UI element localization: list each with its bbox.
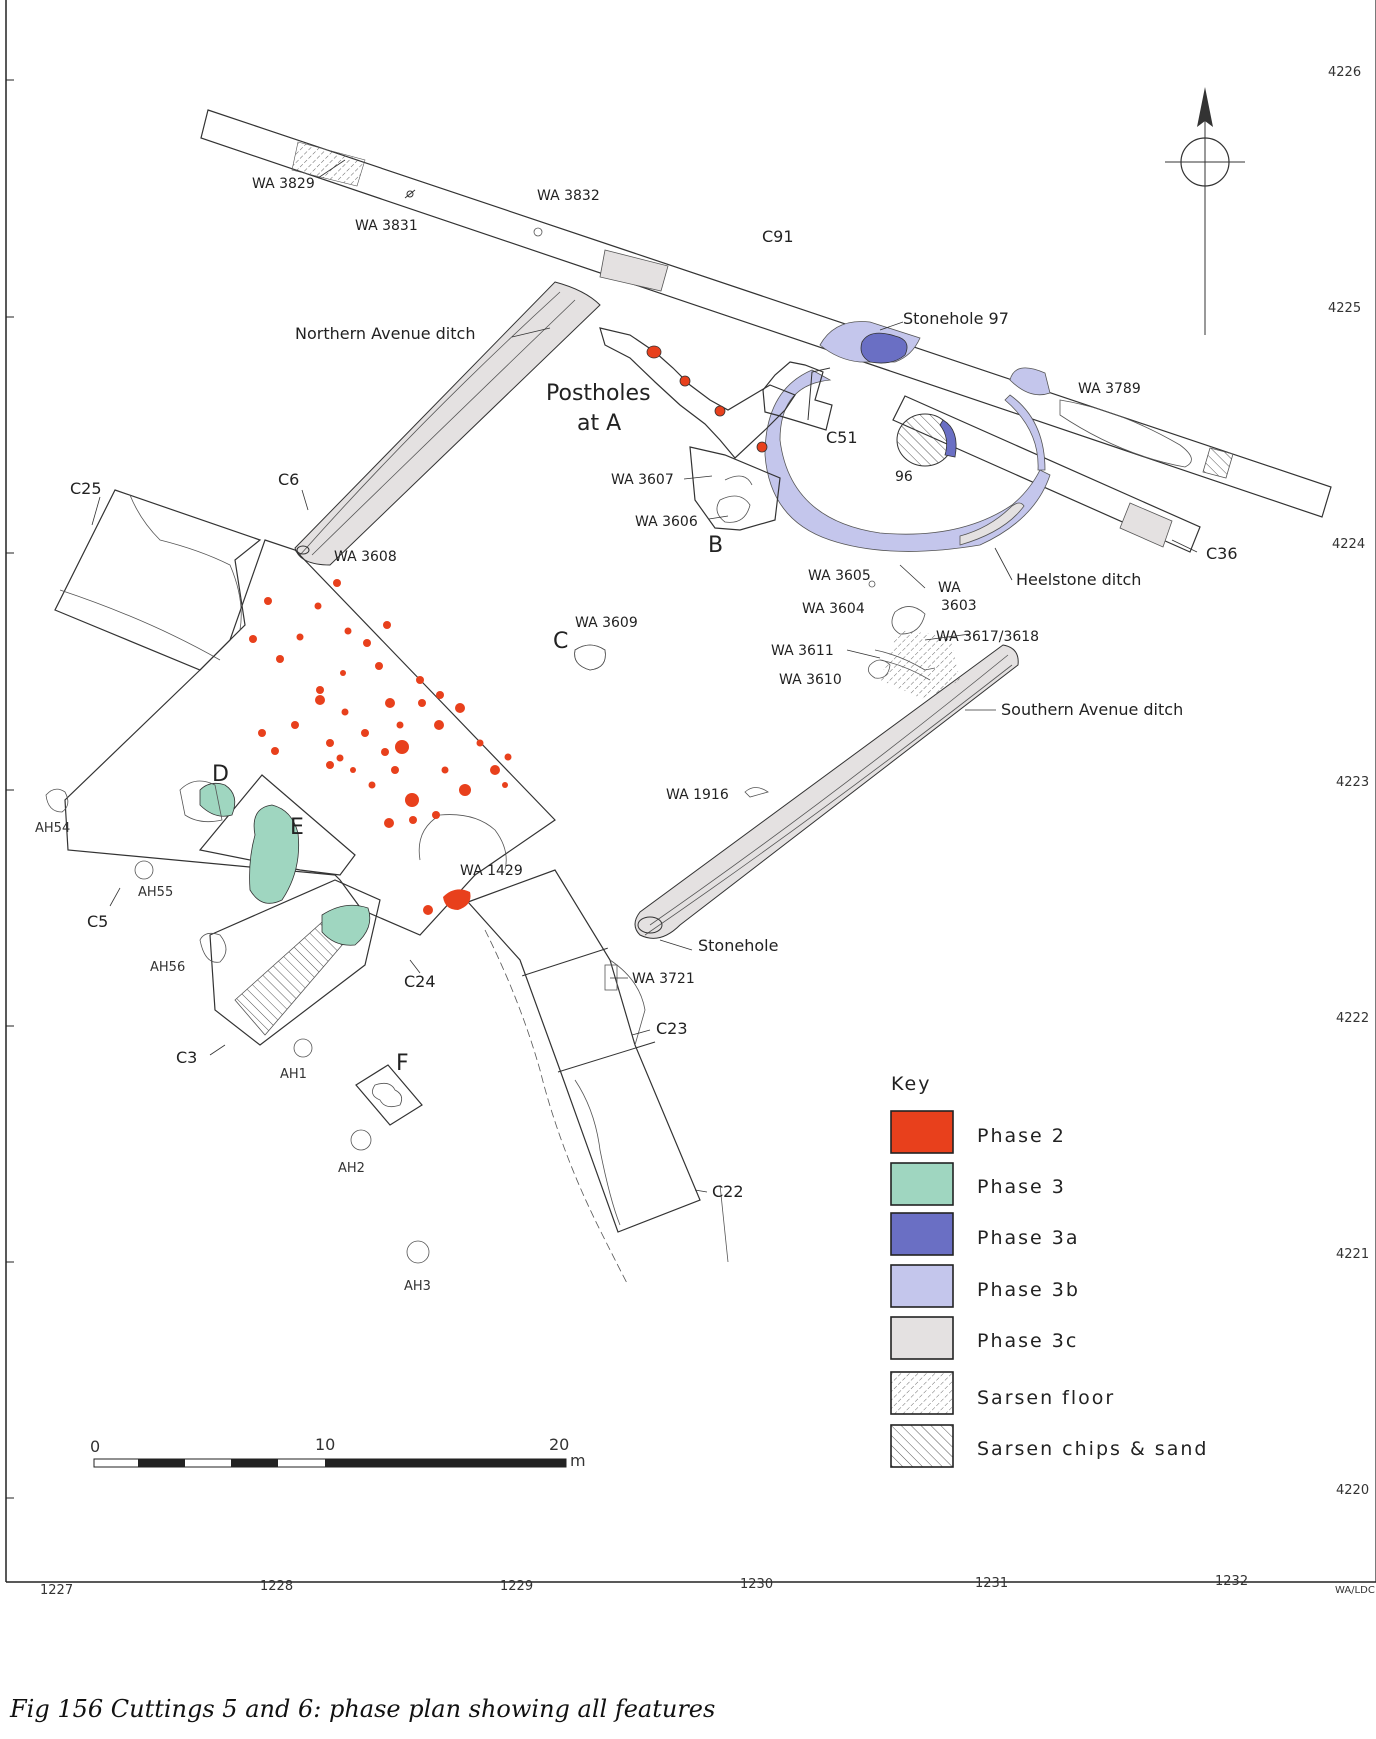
- legend-title: Key: [891, 1073, 932, 1095]
- y-tick-label: 4222: [1336, 1011, 1370, 1026]
- legend-swatch: [891, 1372, 953, 1414]
- x-axis-labels: [40, 1574, 1375, 1598]
- label-wa3721: WA 3721: [632, 971, 695, 987]
- legend-swatch: [891, 1317, 953, 1359]
- feature-f: [356, 1065, 422, 1125]
- label-heelstone-ditch: Heelstone ditch: [1016, 570, 1142, 589]
- scale-label-10: 10: [315, 1435, 336, 1454]
- label-wa3617: WA 3617/3618: [936, 629, 1040, 645]
- label-wa3607: WA 3607: [611, 472, 674, 488]
- legend-item-phase-3b: [891, 1265, 1080, 1307]
- label-northern-avenue-ditch: Northern Avenue ditch: [295, 324, 476, 343]
- label-stonehole: Stonehole: [698, 936, 779, 955]
- scale-label-0: 0: [90, 1437, 101, 1456]
- label-wa3832: WA 3832: [537, 188, 600, 204]
- scale-label-20: 20: [549, 1435, 570, 1454]
- label-ah56: AH56: [150, 960, 186, 975]
- legend-item-phase-3a: [891, 1213, 1080, 1255]
- label-c36: C36: [1206, 544, 1238, 563]
- legend-item-sarsen-chips: [891, 1425, 1208, 1467]
- label-c51: C51: [826, 428, 858, 447]
- y-axis-labels: [1328, 65, 1369, 1498]
- label-wa3609: WA 3609: [575, 615, 638, 631]
- legend-item-sarsen-floor: [891, 1372, 1115, 1414]
- legend-swatch: [891, 1163, 953, 1205]
- x-tick-label: 1230: [740, 1577, 774, 1592]
- label-c23: C23: [656, 1019, 688, 1038]
- x-tick-label: 1227: [40, 1583, 74, 1598]
- legend-item-phase-3c: [891, 1317, 1078, 1359]
- y-tick-label: 4221: [1336, 1247, 1370, 1262]
- label-f: F: [396, 1051, 409, 1076]
- y-tick-label: 4225: [1328, 301, 1362, 316]
- corner-code: WA/LDC: [1335, 1585, 1375, 1596]
- legend-swatch: [891, 1425, 953, 1467]
- label-postholes-line1: Postholes: [546, 381, 651, 406]
- x-tick-label: 1228: [260, 1579, 294, 1594]
- label-stonehole-97: Stonehole 97: [903, 309, 1009, 328]
- label-wa3605: WA 3605: [808, 568, 871, 584]
- legend: [891, 1073, 1208, 1467]
- label-c91: C91: [762, 227, 794, 246]
- y-tick-label: 4220: [1336, 1483, 1370, 1498]
- label-wa3831: WA 3831: [355, 218, 418, 234]
- label-b: B: [708, 533, 724, 558]
- label-c: C: [553, 629, 569, 654]
- label-d: D: [212, 762, 229, 787]
- label-wa3606: WA 3606: [635, 514, 698, 530]
- label-c6: C6: [278, 470, 300, 489]
- label-wa1429: WA 1429: [460, 863, 523, 879]
- legend-label: Phase 3: [977, 1176, 1066, 1198]
- label-ah1: AH1: [280, 1067, 307, 1082]
- label-96: 96: [895, 469, 913, 485]
- label-ah2: AH2: [338, 1161, 365, 1176]
- scale-unit: m: [570, 1451, 586, 1470]
- label-c5: C5: [87, 912, 109, 931]
- stone-96: [897, 414, 956, 466]
- label-postholes-line2: at A: [577, 411, 622, 436]
- label-leaders: [92, 160, 1197, 1192]
- legend-swatch: [891, 1265, 953, 1307]
- legend-label: Phase 3b: [977, 1279, 1080, 1301]
- label-wa3603-b: 3603: [941, 598, 977, 614]
- label-wa3610: WA 3610: [779, 672, 842, 688]
- y-tick-label: 4226: [1328, 65, 1362, 80]
- label-c22: C22: [712, 1182, 744, 1201]
- label-wa3829: WA 3829: [252, 176, 315, 192]
- label-southern-avenue-ditch: Southern Avenue ditch: [1001, 700, 1184, 719]
- legend-swatch: [891, 1213, 953, 1255]
- y-tick-label: 4223: [1336, 775, 1370, 790]
- label-c3: C3: [176, 1048, 198, 1067]
- trench-c3: [200, 880, 380, 1045]
- legend-swatch: [891, 1111, 953, 1153]
- x-tick-label: 1231: [975, 1576, 1009, 1591]
- legend-item-phase-2: [891, 1111, 1066, 1153]
- label-c25: C25: [70, 479, 102, 498]
- legend-label: Sarsen floor: [977, 1387, 1116, 1409]
- auger-holes: [46, 789, 429, 1263]
- label-ah55: AH55: [138, 885, 174, 900]
- label-wa3611: WA 3611: [771, 643, 834, 659]
- label-ah3: AH3: [404, 1279, 431, 1294]
- label-wa1916: WA 1916: [666, 787, 729, 803]
- legend-label: Phase 3c: [977, 1330, 1079, 1352]
- y-tick-label: 4224: [1332, 537, 1366, 552]
- label-wa3789: WA 3789: [1078, 381, 1141, 397]
- legend-item-phase-3: [891, 1163, 1066, 1205]
- scale-bar: [90, 1435, 586, 1470]
- label-c24: C24: [404, 972, 436, 991]
- feature-c-outline: [575, 645, 606, 670]
- x-tick-label: 1232: [1215, 1574, 1249, 1589]
- figure-caption: Fig 156 Cuttings 5 and 6: phase plan showing all features: [10, 1695, 716, 1723]
- legend-label: Sarsen chips & sand: [977, 1438, 1209, 1460]
- trench-c25: [55, 490, 260, 670]
- legend-label: Phase 2: [977, 1125, 1066, 1147]
- label-ah54: AH54: [35, 821, 71, 836]
- x-tick-label: 1229: [500, 1579, 534, 1594]
- legend-label: Phase 3a: [977, 1227, 1080, 1249]
- north-arrow-icon: [1165, 87, 1245, 335]
- label-e: E: [290, 815, 304, 840]
- label-wa3608: WA 3608: [334, 549, 397, 565]
- trench-c24-c23-c22: [468, 870, 728, 1285]
- label-wa3604: WA 3604: [802, 601, 865, 617]
- label-wa3603-a: WA: [938, 580, 961, 596]
